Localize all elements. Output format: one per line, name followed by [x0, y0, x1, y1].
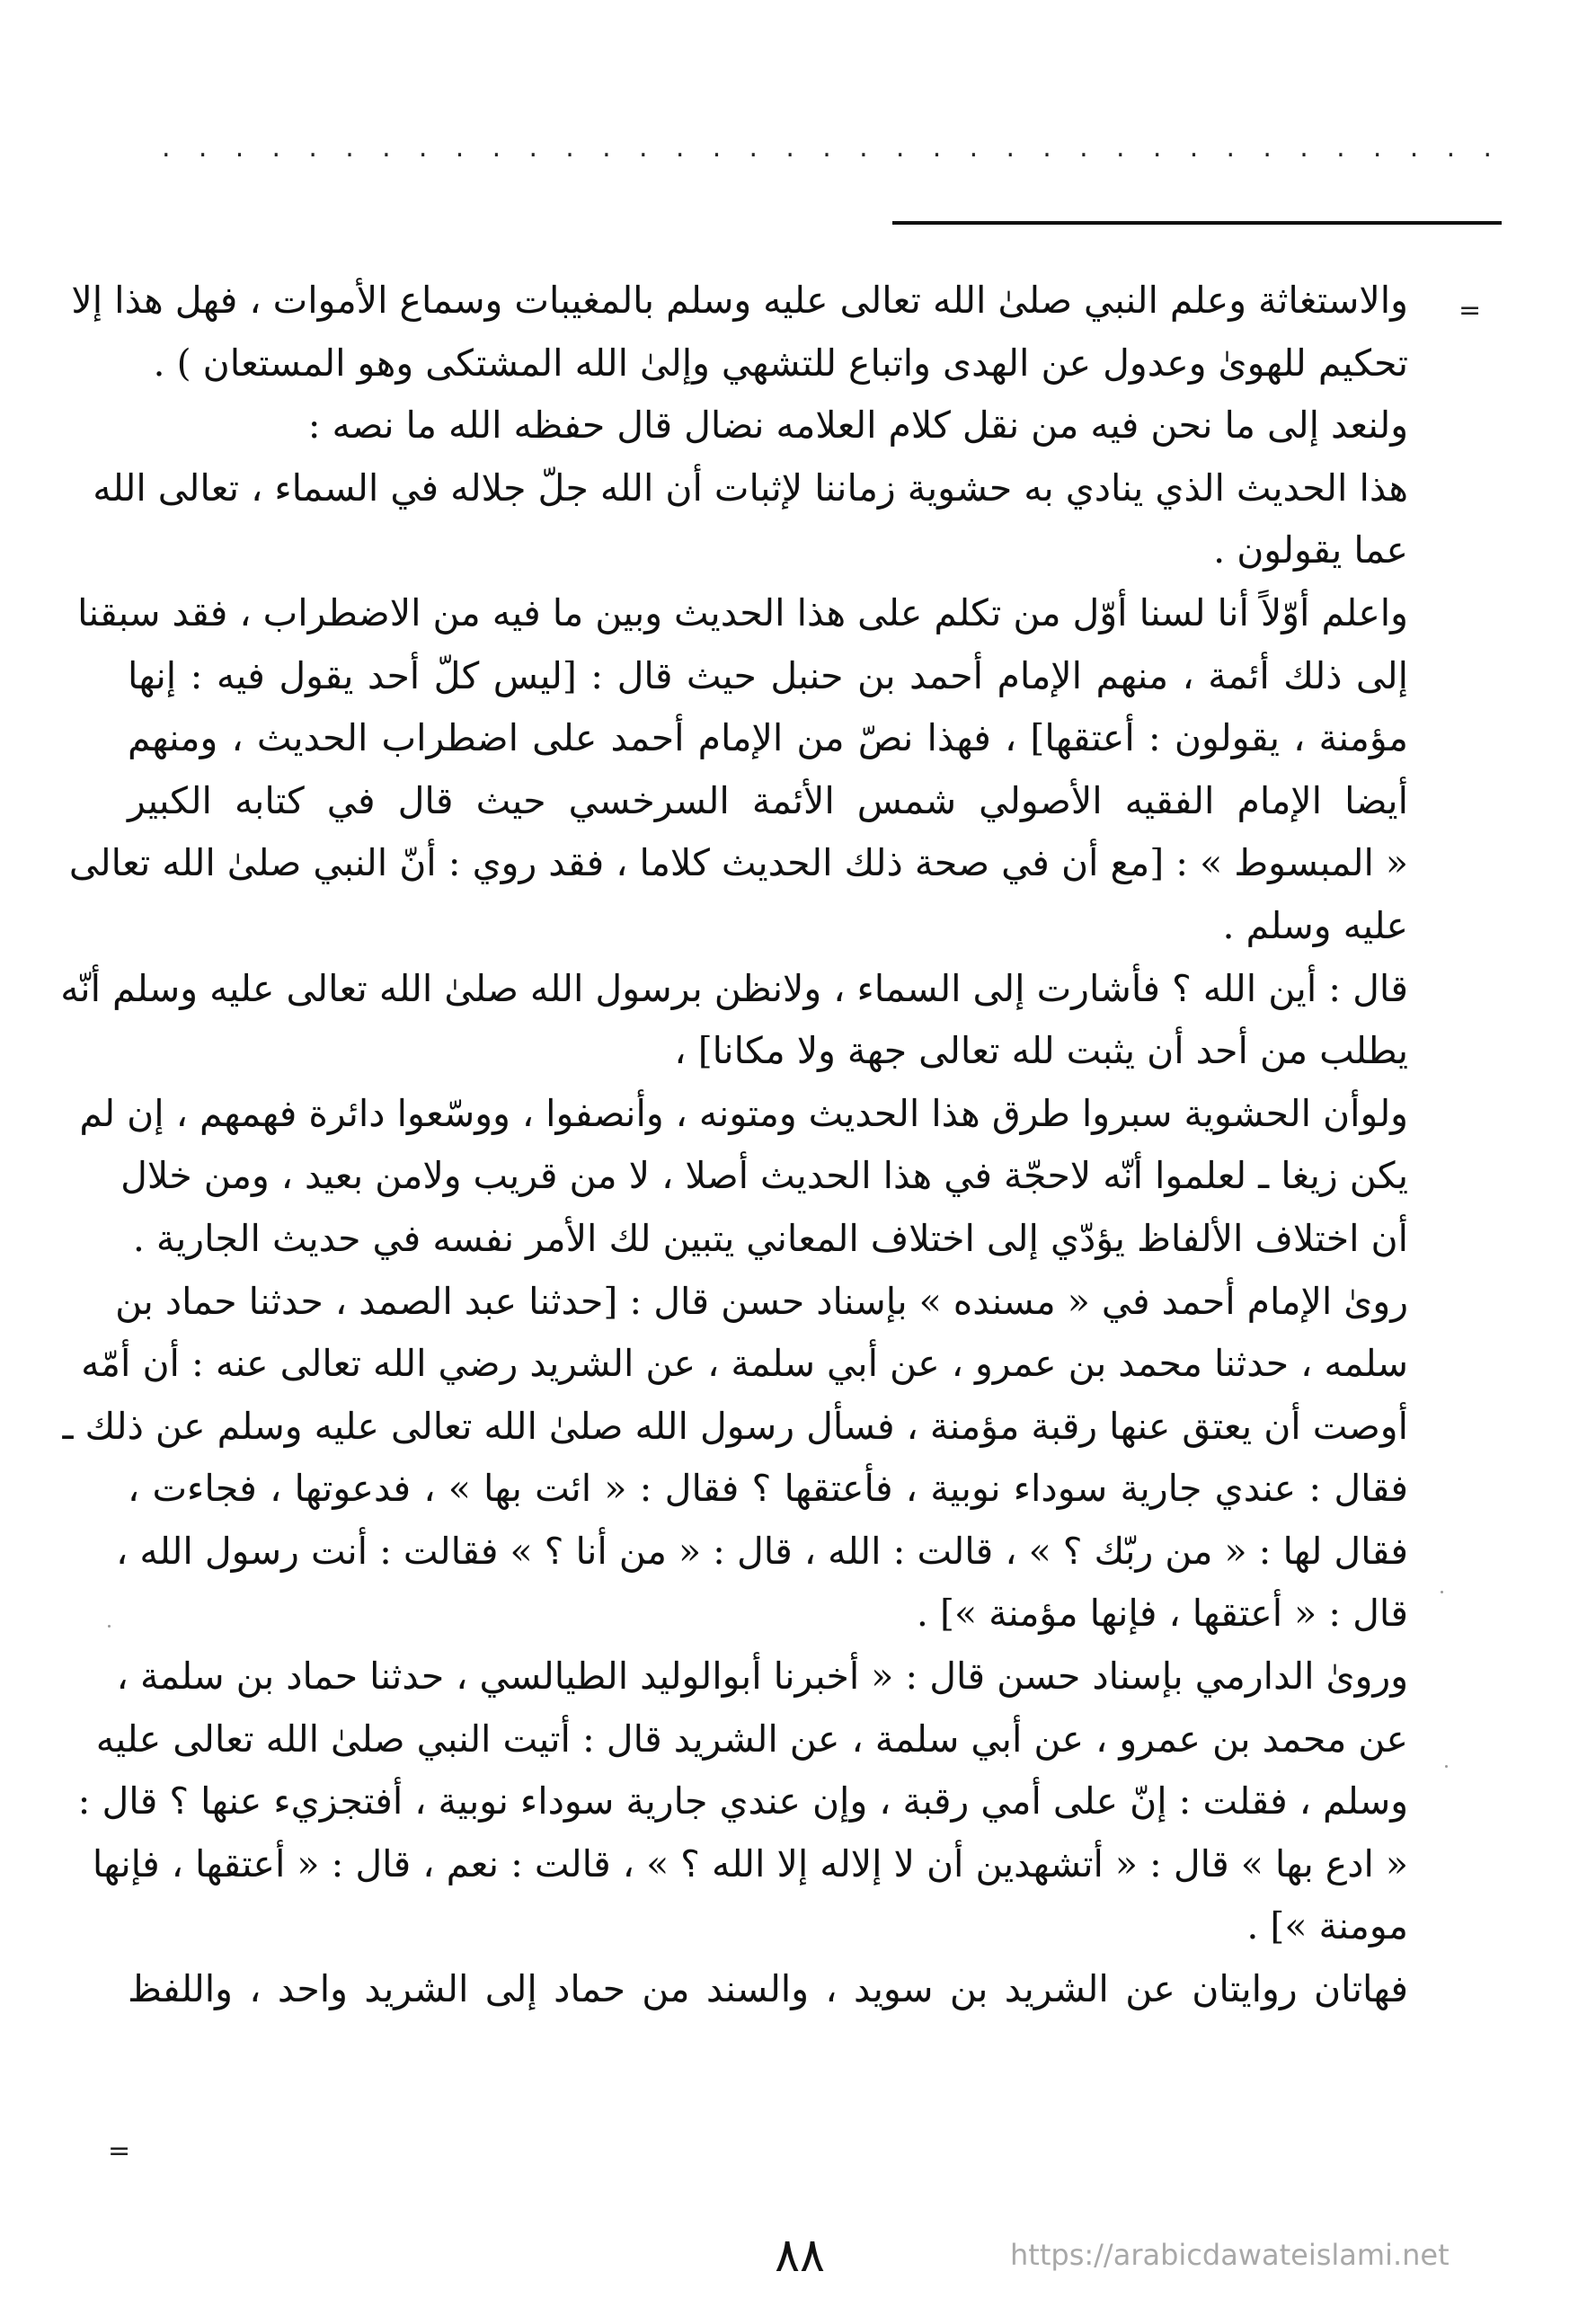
- text-line: يطلب من أحد أن يثبت لله تعالى جهة ولا مكانا] ،: [674, 1029, 1408, 1073]
- text-line: قال : أين الله ؟ فأشارت إلى السماء ، ولانظن برسول الله صلىٰ الله تعالى عليه وسلم أنّه: [60, 966, 1408, 1010]
- text-line: ولنعد إلى ما نحن فيه من نقل كلام العلامه نضال قال حفظه الله ما نصه :: [307, 404, 1408, 448]
- text-line: « المبسوط » : [مع أن في صحة ذلك الحديث كلاما ، فقد روي : أنّ النبي صلىٰ الله تعالى: [68, 841, 1408, 885]
- text-line: أن اختلاف الألفاظ يؤدّي إلى اختلاف المعاني يتبين لك الأمر نفسه في حديث الجارية .: [132, 1216, 1408, 1260]
- text-line: إلى ذلك أئمة ، منهم الإمام أحمد بن حنبل حيث قال : [ليس كلّ أحد يقول فيه : إنها: [128, 653, 1408, 697]
- page-number: ٨٨: [775, 2229, 825, 2283]
- text-line: والاستغاثة وعلم النبي صلىٰ الله تعالى عليه وسلم بالمغيبات وسماع الأموات ، فهل هذا إلا: [71, 279, 1408, 322]
- watermark-url: https://arabicdawateislami.net: [1010, 2238, 1450, 2272]
- text-line: مؤمنة ، يقولون : أعتقها] ، فهذا نصّ من الإمام أحمد على اضطراب الحديث ، ومنهم: [128, 716, 1408, 760]
- text-line: وسلم ، فقلت : إنّ على أمي رقبة ، وإن عندي جارية سوداء نوبية ، أفتجزيء عنها ؟ قال :: [77, 1779, 1408, 1823]
- text-line: عما يقولون .: [1213, 528, 1408, 572]
- text-line-last: فهاتان روايتان عن الشريد بن سويد ، والسند من حماد إلى الشريد واحد ، واللفظ: [128, 1967, 1408, 2011]
- text-line: يكن زيغا ـ لعلموا أنّه لاحجّة في هذا الحديث أصلا ، لا من قريب ولامن بعيد ، ومن خلال: [120, 1154, 1408, 1198]
- continuation-mark-bottom: =: [108, 2135, 131, 2167]
- text-line: تحكيم للهوىٰ وعدول عن الهدى واتباع للتشهي وإلىٰ الله المشتكى وهو المستعان ) .: [153, 341, 1408, 385]
- text-line: فقال لها : « من ربّك ؟ » ، قالت : الله ، قال : « من أنا ؟ » فقالت : أنت رسول الله ،: [116, 1529, 1408, 1573]
- text-line: أوصت أن يعتق عنها رقبة مؤمنة ، فسأل رسول الله صلىٰ الله تعالى عليه وسلم عن ذلك ـ: [62, 1404, 1408, 1448]
- header-dots: . . . . . . . . . . . . . . . . . . . . . . . . . . . . . . . . . . . . .: [162, 132, 1492, 164]
- text-line: ولوأن الحشوية سبروا طرق هذا الحديث ومتونه ، وأنصفوا ، ووسّعوا دائرة فهمهم ، إن لم: [79, 1091, 1408, 1135]
- text-line: روىٰ الإمام أحمد في « مسنده » بإسناد حسن قال : [حدثنا عبد الصمد ، حدثنا حماد بن: [115, 1279, 1408, 1323]
- text-line: عن محمد بن عمرو ، عن أبي سلمة ، عن الشريد قال : أتيت النبي صلىٰ الله تعالى عليه: [95, 1717, 1408, 1761]
- text-line: قال : « أعتقها ، فإنها مؤمنة »] .: [916, 1592, 1408, 1636]
- text-line: مومنة »] .: [1246, 1904, 1408, 1948]
- text-line: أيضا الإمام الفقيه الأصولي شمس الأئمة السرخسي حيث قال في كتابه الكبير: [128, 778, 1408, 822]
- text-line: واعلم أوّلاً أنا لسنا أوّل من تكلم على هذا الحديث وبين ما فيه من الاضطراب ، فقد سبقنا: [77, 590, 1408, 634]
- header-rule: [892, 221, 1502, 225]
- continuation-mark-top: =: [1459, 295, 1482, 326]
- text-line: « ادع بها » قال : « أتشهدين أن لا إلاله إلا الله ؟ » ، قالت : نعم ، قال : « أعتقها ، فإنها: [92, 1841, 1408, 1886]
- scan-speck: [1441, 1591, 1443, 1593]
- text-line: سلمه ، حدثنا محمد بن عمرو ، عن أبي سلمة ، عن الشريد رضي الله تعالى عنه : أن أمّه: [81, 1342, 1408, 1386]
- scan-speck: [1445, 1765, 1448, 1768]
- text-line: فقال : عندي جارية سوداء نوبية ، فأعتقها ؟ فقال : « ائت بها » ، فدعوتها ، فجاءت ،: [128, 1467, 1408, 1511]
- scan-speck: [108, 1625, 111, 1628]
- text-line: عليه وسلم .: [1222, 903, 1408, 947]
- body-text: [60, 270, 1408, 2021]
- text-line: وروىٰ الدارمي بإسناد حسن قال : « أخبرنا أبوالوليد الطيالسي ، حدثنا حماد بن سلمة ،: [116, 1655, 1408, 1699]
- text-line: هذا الحديث الذي ينادي به حشوية زماننا لإثبات أن الله جلّ جلاله في السماء ، تعالى الله: [93, 466, 1408, 510]
